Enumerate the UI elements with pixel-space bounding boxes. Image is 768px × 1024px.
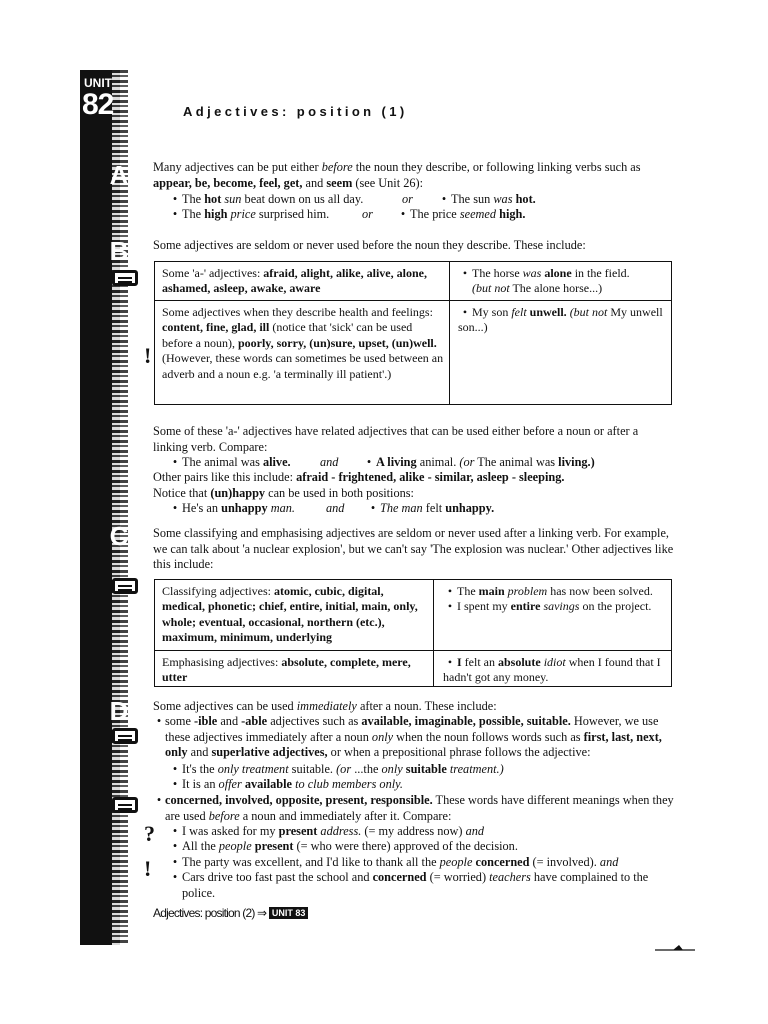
example-line: • It is an offer available to club members only.: [172, 777, 403, 791]
or-label: or: [362, 207, 373, 221]
paragraph: Some of these 'a-' adjectives have related adjectives that can be used either before a noun or after a linking verb. Compare:: [153, 424, 639, 454]
example-line: • Cars drive too fast past the school and concerned (= worried) teachers have complained to the police.: [172, 870, 649, 900]
section-c-intro: Some classifying and emphasising adjectives are seldom or never used after a linking verb. For example, we can talk about 'a nuclear explosion', but we can't say 'The explosion was nuclear.' Other adjectives like this include:: [153, 526, 674, 572]
example-line: • He's an unhappy man.: [172, 501, 295, 515]
section-d-intro: Some adjectives can be used immediately after a noun. These include:: [153, 699, 497, 713]
section-marker-a: A: [109, 160, 129, 190]
table-divider: [154, 650, 672, 651]
table-icon: [112, 728, 138, 744]
section-b-intro: Some adjectives are seldom or never used before the noun they describe. These include:: [153, 238, 586, 252]
table-cell: • The horse was alone in the field. (but not The alone horse...): [462, 266, 630, 296]
example-line: • I was asked for my present address. (= my address now) and: [172, 824, 485, 838]
table-cell: Some 'a-' adjectives: afraid, alight, alike, alive, alone, ashamed, asleep, awake, aware: [162, 266, 427, 296]
table-divider: [433, 579, 434, 687]
section-marker-c: C: [109, 521, 129, 551]
unit-label: UNIT: [84, 76, 112, 90]
and-label: and: [326, 501, 345, 515]
example-line: • The hot sun beat down on us all day.: [172, 192, 364, 206]
bullet-ible-able: • some -ible and -able adjectives such as available, imaginable, possible, suitable. However, we use these adjectives immediately after a noun only when the noun follows words such as first, last, next, only and superlative adjectives, or when a prepositional phrase follows the adjective:: [156, 714, 662, 760]
table-cell: Some adjectives when they describe health and feelings: content, fine, glad, ill (notice that 'sick' can be used before a noun), poorly, sorry, (un)sure, upset, (un)well. (However, these words can sometimes be used between an adverb and a noun e.g. 'a terminally ill patient'.): [162, 305, 444, 381]
section-marker-d: D: [109, 696, 129, 726]
or-label: or: [402, 192, 413, 206]
table-divider: [154, 300, 672, 301]
example-line: • The animal was alive.: [172, 455, 291, 469]
cross-reference-link[interactable]: Adjectives: position (2) ⇒ UNIT 83: [153, 906, 308, 920]
and-label: and: [320, 455, 339, 469]
paragraph: Notice that (un)happy can be used in both positions:: [153, 486, 414, 500]
table-cell: • My son felt unwell. (but not My unwell son...): [458, 305, 663, 335]
warning-icon: ?: [144, 821, 155, 846]
bullet-concerned: • concerned, involved, opposite, present, responsible. These words have different meanings when they are used before a noun and immediately after it. Compare:: [156, 793, 674, 823]
warning-icon: !: [144, 343, 152, 368]
example-line: • The price seemed high.: [400, 207, 526, 221]
paragraph: Other pairs like this include: afraid - frightened, alike - similar, asleep - sleeping.: [153, 470, 565, 484]
example-line: • All the people present (= who were there) approved of the decision.: [172, 839, 518, 853]
table-divider: [449, 261, 450, 405]
table-cell: Classifying adjectives: atomic, cubic, digital, medical, phonetic; chief, entire, initial, main, only, whole; eventual, occasional, northern (etc.), maximum, minimum, underlying: [162, 584, 418, 645]
sidebar-ragged-edge: [112, 70, 128, 945]
example-line: • A living animal. (or The animal was living.): [366, 455, 595, 469]
table-icon: [112, 797, 138, 813]
unit-number: 82: [82, 88, 114, 121]
unit-badge[interactable]: UNIT 83: [269, 907, 309, 919]
table-icon: [112, 578, 138, 594]
example-line: • The high price surprised him.: [172, 207, 330, 221]
example-line: • The party was excellent, and I'd like to thank all the people concerned (= involved). and: [172, 855, 619, 869]
warning-icon: !: [144, 856, 152, 881]
example-line: • The man felt unhappy.: [370, 501, 495, 515]
example-line: • It's the only treatment suitable. (or ...the only suitable treatment.): [172, 762, 504, 776]
table-cell: Emphasising adjectives: absolute, complete, mere, utter: [162, 655, 411, 685]
page-corner-mark: [655, 944, 695, 952]
table-cell: • The main problem has now been solved. • I spent my entire savings on the project.: [447, 584, 653, 614]
example-line: • The sun was hot.: [441, 192, 536, 206]
section-marker-b: B: [109, 236, 129, 266]
table-icon: [112, 270, 138, 286]
section-a-intro: Many adjectives can be put either before the noun they describe, or following linking verbs such as appear, be, become, feel, get, and seem (see Unit 26):: [153, 160, 641, 190]
page-title: Adjectives: position (1): [183, 104, 408, 119]
table-cell: • I felt an absolute idiot when I found that I hadn't got any money.: [443, 655, 661, 685]
